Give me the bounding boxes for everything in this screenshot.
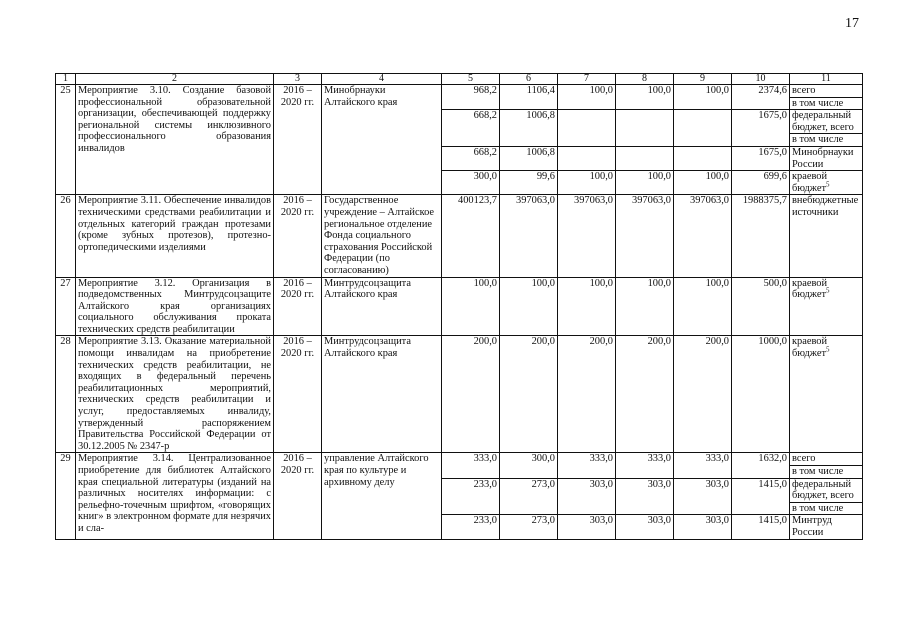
amount-cell xyxy=(674,110,732,147)
amount-cell xyxy=(616,146,674,170)
amount-cell: 1675,0 xyxy=(732,110,790,147)
funding-source-text: в том числе xyxy=(792,134,844,146)
amount-cell xyxy=(674,146,732,170)
term: 2016 – 2020 гг. xyxy=(274,277,322,336)
amount-cell: 99,6 xyxy=(500,171,558,195)
column-header: 7 xyxy=(558,74,616,85)
amount-cell: 100,0 xyxy=(500,277,558,336)
measure-name: Мероприятие 3.11. Обеспечение инвалидов техническими средствами реабилитации и отдельных категорий граждан протезами (кроме зубных протезов), протезно-ортопедическими изделиями xyxy=(76,195,274,277)
amount-cell: 100,0 xyxy=(674,171,732,195)
column-header: 3 xyxy=(274,74,322,85)
amount-cell: 1415,0 xyxy=(732,515,790,539)
amount-cell: 1988375,7 xyxy=(732,195,790,277)
funding-source-line xyxy=(790,479,862,502)
funding-source-line xyxy=(790,195,862,218)
funding-source xyxy=(790,277,863,336)
amount-cell: 200,0 xyxy=(616,336,674,453)
table-row xyxy=(56,277,863,336)
column-header: 10 xyxy=(732,74,790,85)
amount-cell: 100,0 xyxy=(616,85,674,110)
funding-source-text: федеральный бюджет, всего xyxy=(792,110,854,133)
amount-cell: 397063,0 xyxy=(558,195,616,277)
funding-source-text: Минтруд России xyxy=(792,515,832,538)
amount-cell: 1006,8 xyxy=(500,110,558,147)
amount-cell: 303,0 xyxy=(616,478,674,515)
funding-source xyxy=(790,336,863,453)
funding-source xyxy=(790,515,863,539)
term: 2016 – 2020 гг. xyxy=(274,453,322,539)
amount-cell: 333,0 xyxy=(558,453,616,478)
measure-name: Мероприятие 3.10. Создание базовой профессиональной образовательной организации, обеспечивающей поддержку региональной системы инклюзивного профессионального образования инвалидов xyxy=(76,85,274,195)
amount-cell: 333,0 xyxy=(674,453,732,478)
amount-cell: 668,2 xyxy=(442,146,500,170)
funding-source-line xyxy=(790,465,862,478)
amount-cell: 333,0 xyxy=(442,453,500,478)
executor: управление Алтайского края по культуре и архивному делу xyxy=(322,453,442,539)
amount-cell: 200,0 xyxy=(674,336,732,453)
funding-source xyxy=(790,478,863,515)
amount-cell: 233,0 xyxy=(442,515,500,539)
amount-cell: 200,0 xyxy=(500,336,558,453)
column-header: 8 xyxy=(616,74,674,85)
footnote-mark: 5 xyxy=(826,345,830,354)
table-row xyxy=(56,195,863,277)
amount-cell: 300,0 xyxy=(500,453,558,478)
amount-cell xyxy=(616,110,674,147)
funding-source-text: в том числе xyxy=(792,502,844,514)
measure-name: Мероприятие 3.13. Оказание материальной помощи инвалидам на приобретение технических средств реабилитации, не входящих в федеральный перечень реабилитационных мероприятий, технических средств реабилитации и услуг, предоставляемых инвалиду, утвержденный распоряжением Правительства Российской Федерации от 30.12.2005 № 2347-р xyxy=(76,336,274,453)
row-number: 29 xyxy=(56,453,76,539)
amount-cell: 100,0 xyxy=(442,277,500,336)
amount-cell: 968,2 xyxy=(442,85,500,110)
amount-cell: 500,0 xyxy=(732,277,790,336)
amount-cell: 100,0 xyxy=(674,85,732,110)
amount-cell: 273,0 xyxy=(500,478,558,515)
funding-source-text: внебюджетные источники xyxy=(792,195,859,218)
page-number: 17 xyxy=(845,16,859,31)
table-row xyxy=(56,85,863,110)
amount-cell: 397063,0 xyxy=(674,195,732,277)
funding-source xyxy=(790,85,863,110)
term: 2016 – 2020 гг. xyxy=(274,85,322,195)
amount-cell: 303,0 xyxy=(558,515,616,539)
amount-cell: 333,0 xyxy=(616,453,674,478)
amount-cell: 300,0 xyxy=(442,171,500,195)
row-number: 27 xyxy=(56,277,76,336)
amount-cell: 1415,0 xyxy=(732,478,790,515)
funding-source xyxy=(790,146,863,170)
column-header: 5 xyxy=(442,74,500,85)
funding-source xyxy=(790,110,863,147)
funding-source-line xyxy=(790,133,862,146)
measure-name: Мероприятие 3.14. Централизованное приобретение для библиотек Алтайского края специальной литературы (изданий на различных носителях информации: с рельефно-точечным шрифтом, «говорящих книг» в электронном формате для незрячих и сла- xyxy=(76,453,274,539)
amount-cell: 303,0 xyxy=(616,515,674,539)
funding-source-text: в том числе xyxy=(792,466,844,477)
amount-cell: 303,0 xyxy=(558,478,616,515)
funding-source-text: федеральный бюджет, всего xyxy=(792,478,854,502)
executor: Минтрудсоцзащита Алтайского края xyxy=(322,336,442,453)
amount-cell: 1000,0 xyxy=(732,336,790,453)
funding-source-text: краевой бюджет xyxy=(792,171,828,194)
amount-cell: 400123,7 xyxy=(442,195,500,277)
funding-source-line xyxy=(790,97,862,110)
funding-source xyxy=(790,453,863,478)
funding-source xyxy=(790,171,863,195)
funding-source-text: всего xyxy=(792,85,816,96)
amount-cell: 100,0 xyxy=(558,171,616,195)
column-header: 9 xyxy=(674,74,732,85)
amount-cell: 100,0 xyxy=(558,85,616,110)
amount-cell: 100,0 xyxy=(616,277,674,336)
amount-cell: 303,0 xyxy=(674,478,732,515)
amount-cell: 100,0 xyxy=(558,277,616,336)
header-row xyxy=(56,74,863,85)
amount-cell: 1006,8 xyxy=(500,146,558,170)
amount-cell: 1675,0 xyxy=(732,146,790,170)
amount-cell xyxy=(558,146,616,170)
column-header: 6 xyxy=(500,74,558,85)
funding-source-text: всего xyxy=(792,453,816,465)
amount-cell: 100,0 xyxy=(674,277,732,336)
funding-source-text: краевой бюджет xyxy=(792,277,828,301)
footnote-mark: 5 xyxy=(826,180,830,189)
column-header: 11 xyxy=(790,74,863,85)
column-header: 1 xyxy=(56,74,76,85)
amount-cell: 397063,0 xyxy=(500,195,558,277)
funding-source-text: краевой бюджет xyxy=(792,336,828,360)
amount-cell: 2374,6 xyxy=(732,85,790,110)
funding-source-line xyxy=(790,278,862,301)
funding-source-line xyxy=(790,147,862,170)
program-table xyxy=(55,73,863,540)
funding-source-line xyxy=(790,502,862,515)
amount-cell: 699,6 xyxy=(732,171,790,195)
funding-source-line xyxy=(790,336,862,359)
amount-cell: 200,0 xyxy=(558,336,616,453)
term: 2016 – 2020 гг. xyxy=(274,336,322,453)
amount-cell: 1106,4 xyxy=(500,85,558,110)
footnote-mark: 5 xyxy=(826,286,830,295)
amount-cell xyxy=(558,110,616,147)
funding-source-text: Минобрнауки России xyxy=(792,146,854,170)
funding-source-text: в том числе xyxy=(792,97,844,109)
funding-source-line xyxy=(790,515,862,538)
funding-source-line xyxy=(790,453,862,465)
amount-cell: 200,0 xyxy=(442,336,500,453)
funding-source-line xyxy=(790,85,862,97)
funding-source-line xyxy=(790,110,862,133)
executor: Государственное учреждение – Алтайское региональное отделение Фонда социального страхования Российской Федерации (по согласованию) xyxy=(322,195,442,277)
funding-source-line xyxy=(790,171,862,194)
amount-cell: 303,0 xyxy=(674,515,732,539)
term: 2016 – 2020 гг. xyxy=(274,195,322,277)
column-header: 4 xyxy=(322,74,442,85)
measure-name: Мероприятие 3.12. Организация в подведомственных Минтрудсоцзащите Алтайского края организациях социального обслуживания проката технических средств реабилитации xyxy=(76,277,274,336)
table-row xyxy=(56,336,863,453)
table-row xyxy=(56,453,863,478)
amount-cell: 273,0 xyxy=(500,515,558,539)
row-number: 25 xyxy=(56,85,76,195)
row-number: 26 xyxy=(56,195,76,277)
row-number: 28 xyxy=(56,336,76,453)
amount-cell: 397063,0 xyxy=(616,195,674,277)
executor: Минобрнауки Алтайского края xyxy=(322,85,442,195)
column-header: 2 xyxy=(76,74,274,85)
amount-cell: 233,0 xyxy=(442,478,500,515)
funding-source xyxy=(790,195,863,277)
executor: Минтрудсоцзащита Алтайского края xyxy=(322,277,442,336)
amount-cell: 100,0 xyxy=(616,171,674,195)
amount-cell: 668,2 xyxy=(442,110,500,147)
amount-cell: 1632,0 xyxy=(732,453,790,478)
